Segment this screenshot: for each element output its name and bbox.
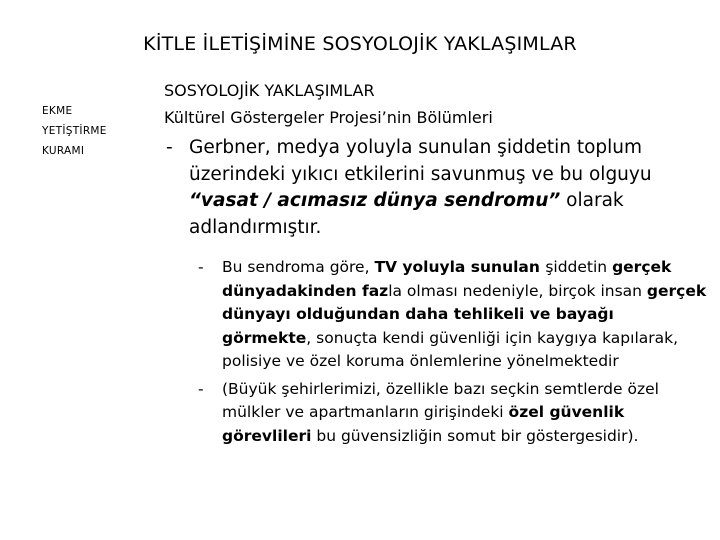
sub-bullet-text: (Büyük şehirlerimizi, özellikle bazı seçkin semtlerde özel mülkler ve apartmanların girişindeki (222, 379, 659, 421)
side-label-line-3: KURAMI (42, 145, 85, 157)
main-bullet-emphasis: “vasat / acımasız dünya sendromu” (189, 190, 561, 211)
sub-header-line-1: SOSYOLOJİK YAKLAŞIMLAR (164, 81, 375, 100)
sub-bullet-bold: gerçek dünyayı olduğundan daha tehlikeli ve bayağı görmekte (222, 281, 707, 347)
main-bullet-text (189, 135, 686, 241)
sub-bullet-bold: özel güvenlik görevlileri (222, 403, 625, 445)
sub-header (164, 77, 684, 131)
sub-bullet-dash: - (198, 258, 204, 276)
sub-bullet-bold: TV yoluyla sunulan (374, 258, 546, 276)
sub-bullet-bold: gerçek dünyadakinden faz (222, 258, 672, 300)
side-label-line-2: YETİŞTİRME (42, 125, 107, 137)
main-bullet-text-after: olarak adlandırmıştır. (189, 190, 624, 238)
side-label-line-1: EKME (42, 105, 73, 117)
slide-title: KİTLE İLETİŞİMİNE SOSYOLOJİK YAKLAŞIMLAR (143, 33, 577, 55)
sub-bullet-text: la olması nedeniyle, birçok insan (388, 281, 647, 300)
sub-bullet-dash: - (198, 379, 204, 398)
sub-bullet-item (198, 256, 708, 374)
main-bullet (166, 135, 686, 241)
sub-bullet-list (198, 256, 708, 452)
bullet-dash: - (166, 137, 173, 158)
sub-bullet-text: bu güvensizliğin somut bir göstergesidir). (311, 426, 639, 445)
sub-header-line-2: Kültürel Göstergeler Projesi’nin Bölümleri (164, 108, 493, 127)
sub-bullet-text: , sonuçta kendi güvenliği için kaygıya kapılarak, polisiye ve özel koruma önlemlerine yönelmektedir (222, 328, 679, 370)
main-bullet-text-before: Gerbner, medya yoluyla sunulan şiddetin toplum üzerindeki yıkıcı etkilerini savunmuş ve bu olguyu (189, 137, 652, 185)
sub-bullet-text: şiddetin (545, 258, 613, 276)
side-label (42, 101, 142, 161)
sub-bullet-item (198, 378, 708, 449)
sub-bullet-text: Bu sendroma göre, (222, 258, 375, 276)
